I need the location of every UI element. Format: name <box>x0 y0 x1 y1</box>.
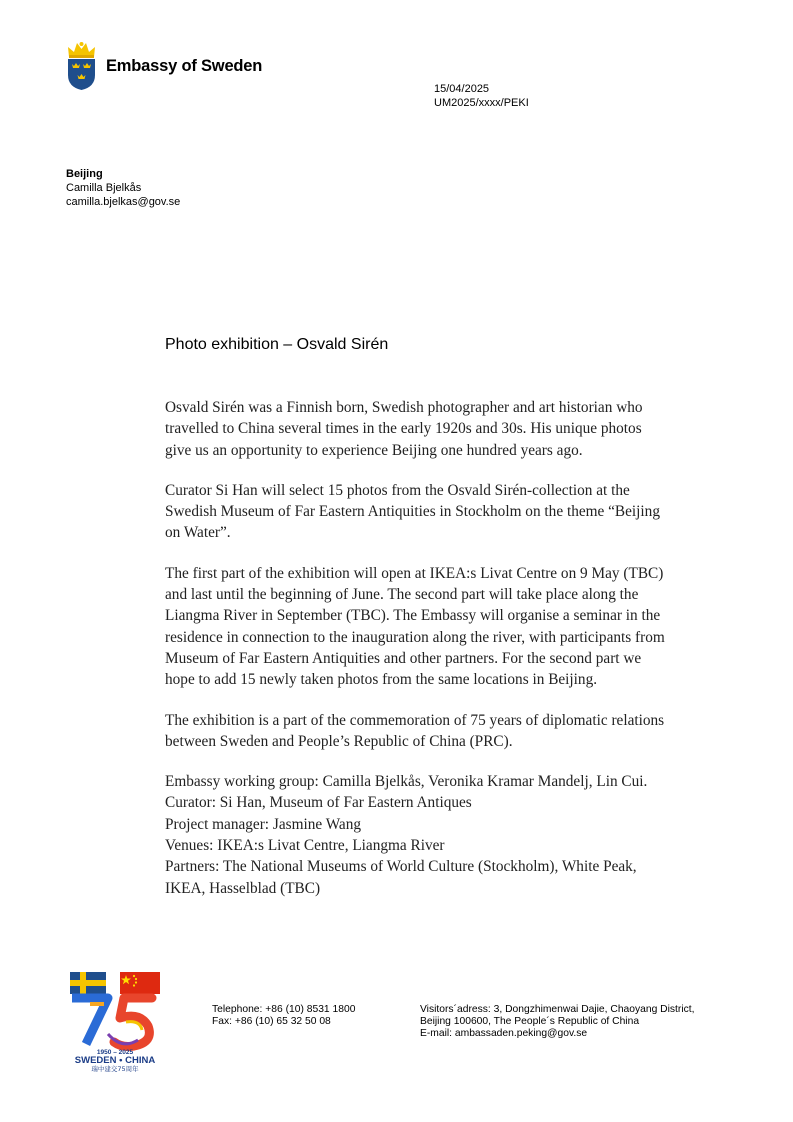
body-paragraph: The first part of the exhibition will open at IKEA:s Livat Centre on 9 May (TBC) and last until the beginning of June. The second part will take place along the Liangma River in September (TBC). The Embassy will organise a seminar in the residence in connection to the inauguration along the river, with participants from Museum of Far Eastern Antiquities and other partners. For the second part we hope to add 15 newly taken photos from the same locations in Beijing. <box>165 564 665 689</box>
body-paragraph: Osvald Sirén was a Finnish born, Swedish photographer and art historian who travelled to China several times in the early 1920s and 30s. His unique photos give us an opportunity to experience Beijing one hundred years ago. <box>165 399 643 459</box>
document-title: Photo exhibition – Osvald Sirén <box>165 336 389 353</box>
document-reference: UM2025/xxxx/PEKI <box>434 97 529 109</box>
body-paragraph: The exhibition is a part of the commemoration of 75 years of diplomatic relations between Sweden and People’s Republic of China (PRC). <box>165 711 665 750</box>
credit-curator: Curator: Si Han, Museum of Far Eastern Antiques <box>165 794 472 812</box>
logo-chinese: 瑞中建交75周年 <box>91 1065 139 1072</box>
footer-address <box>420 1004 695 1041</box>
swedish-crest-icon <box>66 40 97 91</box>
swedish-flag-icon <box>70 972 106 994</box>
sweden-china-75-logo <box>64 970 166 1072</box>
document-date: 15/04/2025 <box>434 83 490 95</box>
sender-city: Beijing <box>66 168 103 180</box>
sender-name: Camilla Bjelkås <box>66 182 142 194</box>
chinese-flag-icon <box>120 972 160 994</box>
credits-block <box>165 771 665 899</box>
footer-contact <box>212 1004 355 1028</box>
credit-working-group: Embassy working group: Camilla Bjelkås, Veronika Kramar Mandelj, Lin Cui. <box>165 773 648 791</box>
footer-address-line: Beijing 100600, The People´s Republic of China <box>420 1016 640 1028</box>
footer-telephone: Telephone: +86 (10) 8531 1800 <box>212 1004 356 1015</box>
org-name: Embassy of Sweden <box>106 57 263 75</box>
logo-name: SWEDEN • CHINA <box>74 1055 156 1066</box>
footer-email[interactable]: E-mail: ambassaden.peking@gov.se <box>420 1028 588 1040</box>
credit-project-manager: Project manager: Jasmine Wang <box>165 815 362 833</box>
body-paragraph: Curator Si Han will select 15 photos from the Osvald Sirén-collection at the Swedish Museum of Far Eastern Antiquities in Stockholm on the theme “Beijing on Water”. <box>165 481 660 542</box>
logo-years: 1950 – 2025 <box>96 1049 134 1056</box>
sender-block <box>66 167 180 209</box>
document-body <box>165 397 665 918</box>
footer-address-line: Visitors´adress: 3, Dongzhimenwai Dajie, Chaoyang District, <box>420 1004 695 1015</box>
credit-partners: Partners: The National Museums of World Culture (Stockholm), White Peak, IKEA, Hasselblad (TBC) <box>165 858 637 897</box>
footer-fax: Fax: +86 (10) 65 32 50 08 <box>212 1016 331 1028</box>
sender-email[interactable]: camilla.bjelkas@gov.se <box>66 196 181 208</box>
date-reference-block <box>434 82 529 110</box>
credit-venues: Venues: IKEA:s Livat Centre, Liangma River <box>165 837 445 855</box>
